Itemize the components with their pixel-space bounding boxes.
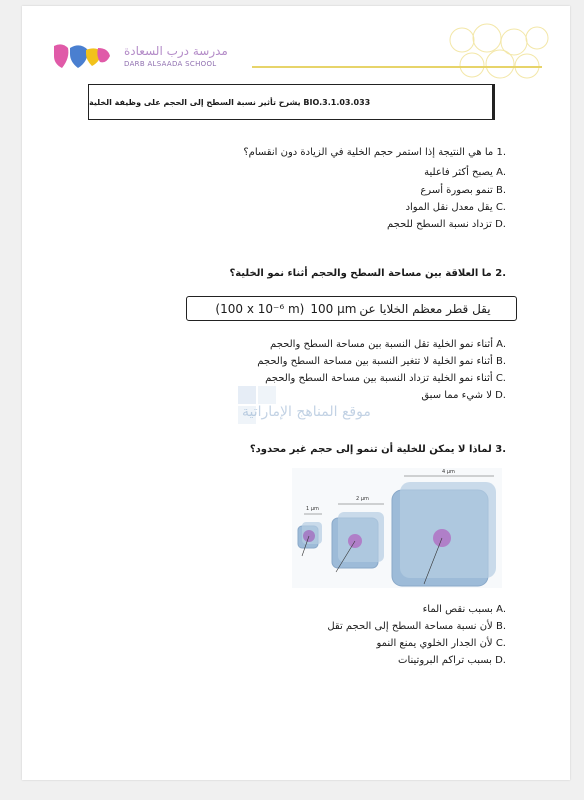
q3-option-d[interactable]: [398, 655, 506, 666]
note-value: 100 µm: [310, 301, 357, 316]
watermark-text: موقع المناهج الإماراتية: [242, 404, 371, 420]
note-text: يقل قطر معظم الخلايا عن: [359, 301, 491, 316]
option-letter: C.: [495, 202, 506, 213]
label-2um: 2 µm: [356, 496, 369, 502]
cube-4um: [392, 482, 496, 586]
question-text: ما هي النتيجة إذا استمر حجم الخلية في الزيادة دون انقسام؟: [243, 147, 494, 158]
cube-2um: [332, 512, 384, 572]
learning-objective: BIO.3.1.03.033 يشرح تأثير نسبة السطح إلى الحجم على وظيفة الخلية: [89, 97, 371, 107]
q1-option-a[interactable]: [424, 167, 506, 178]
learning-objective-box: [88, 84, 495, 120]
option-text: أثناء نمو الخلية لا تتغير النسبة بين مساحة السطح والحجم: [257, 356, 493, 367]
q1-option-c[interactable]: [406, 202, 506, 213]
q3-option-a[interactable]: [423, 604, 506, 615]
option-text: أثناء نمو الخلية تقل النسبة بين مساحة السطح والحجم: [270, 339, 493, 350]
option-letter: B.: [495, 185, 506, 196]
header-divider: [252, 66, 542, 68]
q2-option-b[interactable]: [257, 356, 506, 367]
option-text: بسبب تراكم البروتينات: [398, 655, 492, 666]
q3-option-b[interactable]: [327, 621, 506, 632]
option-text: يقل معدل نقل المواد: [405, 202, 493, 213]
question-text: ما العلاقة بين مساحة السطح والحجم أثناء نمو الخلية؟: [229, 268, 492, 279]
question-number: 3.: [495, 444, 506, 455]
option-letter: C.: [495, 638, 506, 649]
option-text: أثناء نمو الخلية تزداد النسبة بين مساحة السطح والحجم: [265, 373, 493, 384]
option-letter: D.: [495, 390, 506, 401]
option-letter: A.: [496, 167, 506, 178]
school-name-english: DARB ALSAADA SCHOOL: [124, 60, 217, 68]
school-name-arabic: مدرسة درب السعادة: [124, 44, 228, 58]
option-letter: A.: [496, 339, 506, 350]
q1-option-b[interactable]: [420, 185, 506, 196]
school-logo: [52, 42, 112, 72]
q3-option-c[interactable]: [376, 638, 506, 649]
decorative-circles: [442, 20, 552, 90]
option-letter: C.: [495, 373, 506, 384]
option-letter: B.: [495, 356, 506, 367]
question-text: لماذا لا يمكن للخلية أن تنمو إلى حجم غير محدود؟: [249, 444, 492, 455]
question-1: [243, 147, 506, 158]
question-2: [229, 268, 506, 279]
option-text: تنمو بصورة أسرع: [420, 185, 493, 196]
option-text: بسبب نقص الماء: [422, 604, 493, 615]
question-number: 2.: [495, 268, 506, 279]
label-1um: 1 µm: [306, 506, 319, 512]
cell-size-note: [186, 296, 517, 321]
option-letter: D.: [495, 655, 506, 666]
option-text: لا شيء مما سبق: [421, 390, 492, 401]
option-text: تزداد نسبة السطح للحجم: [386, 219, 492, 230]
option-text: لأن الجدار الخلوي يمنع النمو: [376, 638, 493, 649]
question-3: [250, 444, 506, 455]
option-letter: A.: [496, 604, 506, 615]
option-letter: D.: [495, 219, 506, 230]
option-text: لأن نسبة مساحة السطح إلى الحجم تقل: [327, 621, 493, 632]
label-4um: 4 µm: [442, 469, 455, 475]
worksheet-page: [22, 6, 570, 780]
cell-size-cubes-figure: [292, 468, 502, 588]
option-letter: B.: [495, 621, 506, 632]
note-formula: (100 x 10⁻⁶ m): [215, 301, 305, 316]
option-text: يصبح أكثر فاعلية: [424, 167, 493, 178]
q2-option-a[interactable]: [270, 339, 506, 350]
q2-option-d[interactable]: [421, 390, 506, 401]
q1-option-d[interactable]: [387, 219, 506, 230]
question-number: 1.: [496, 147, 506, 158]
